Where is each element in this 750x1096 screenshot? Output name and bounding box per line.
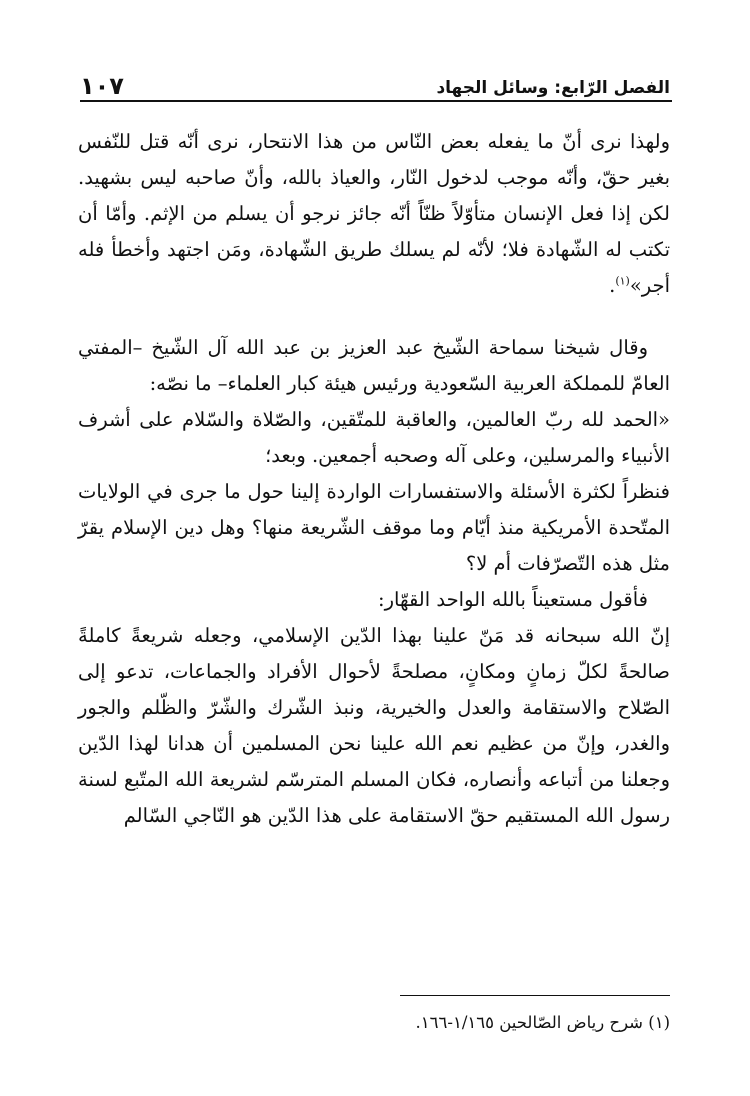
footnote: (١) شرح رياض الصّالحين ١/١٦٥-١٦٦. xyxy=(415,1013,670,1032)
paragraph-question: فنظراً لكثرة الأسئلة والاستفسارات الواردة إلينا حول ما جرى في الولايات المتّحدة الأمريكية منذ أيّام وما موقف الشّريعة منها؟ وهل دين الإسلام يقرّ مثل هذه التّصرّفات أم لا؟ xyxy=(78,480,670,575)
page-number: ١٠٧ xyxy=(80,72,124,100)
main-text xyxy=(78,124,670,834)
paragraph-text: ولهذا نرى أنّ ما يفعله بعض النّاس من هذا الانتحار، نرى أنّه قتل للنّفس بغير حقّ، وأنّه موجب لدخول النّار، والعياذ بالله، وأنّ صاحبه ليس بشهيد. لكن إذا فعل الإنسان متأوّلاً ظنّاً أنّه جائز نرجو أن يسلم من الإثم. وأمّا أن تكتب له الشّهادة فلا؛ لأنّه لم يسلك طريق الشّهادة، ومَن اجتهد وأخطأ فله أجر» xyxy=(78,130,670,297)
paragraph-suicide-ruling xyxy=(78,124,670,304)
chapter-title: الفصل الرّابع: وسائل الجهاد xyxy=(436,78,670,98)
paragraph-islam-sharia: إنّ الله سبحانه قد مَنّ علينا بهذا الدّين الإسلامي، وجعله شريعةً كاملةً صالحةً لكلّ زمانٍ ومكانٍ، مصلحةً لأحوال الأفراد والجماعات، تدعو إلى الصّلاح والاستقامة والعدل والخيرية، ونبذ الشّرك والشّرّ والظّلم والجور والغدر، وإنّ من عظيم نعم الله علينا نحن المسلمين أن هدانا لهذا الدّين وجعلنا من أتباعه وأنصاره، فكان المسلم المترسّم لشريعة الله المتّبع لسنة رسول الله المستقيم حقّ الاستقامة على هذا الدّين هو النّاجي السّالم xyxy=(78,624,670,827)
paragraph-praise: «الحمد لله ربّ العالمين، والعاقبة للمتّقين، والصّلاة والسّلام على أشرف الأنبياء والمرسلين، وعلى آله وصحبه أجمعين. وبعد؛ xyxy=(78,408,670,467)
paragraph-mufti-intro: وقال شيخنا سماحة الشّيخ عبد العزيز بن عبد الله آل الشّيخ –المفتي العامّ للمملكة العربية السّعودية ورئيس هيئة كبار العلماء– ما نصّه: xyxy=(78,336,670,395)
paragraph-answer-intro: فأقول مستعيناً بالله الواحد القهّار: xyxy=(378,588,648,611)
footnote-marker: (١) xyxy=(615,274,630,288)
header-divider xyxy=(80,100,672,102)
running-header xyxy=(80,66,670,100)
sentence-end: . xyxy=(609,274,616,297)
footnote-divider xyxy=(400,995,670,996)
